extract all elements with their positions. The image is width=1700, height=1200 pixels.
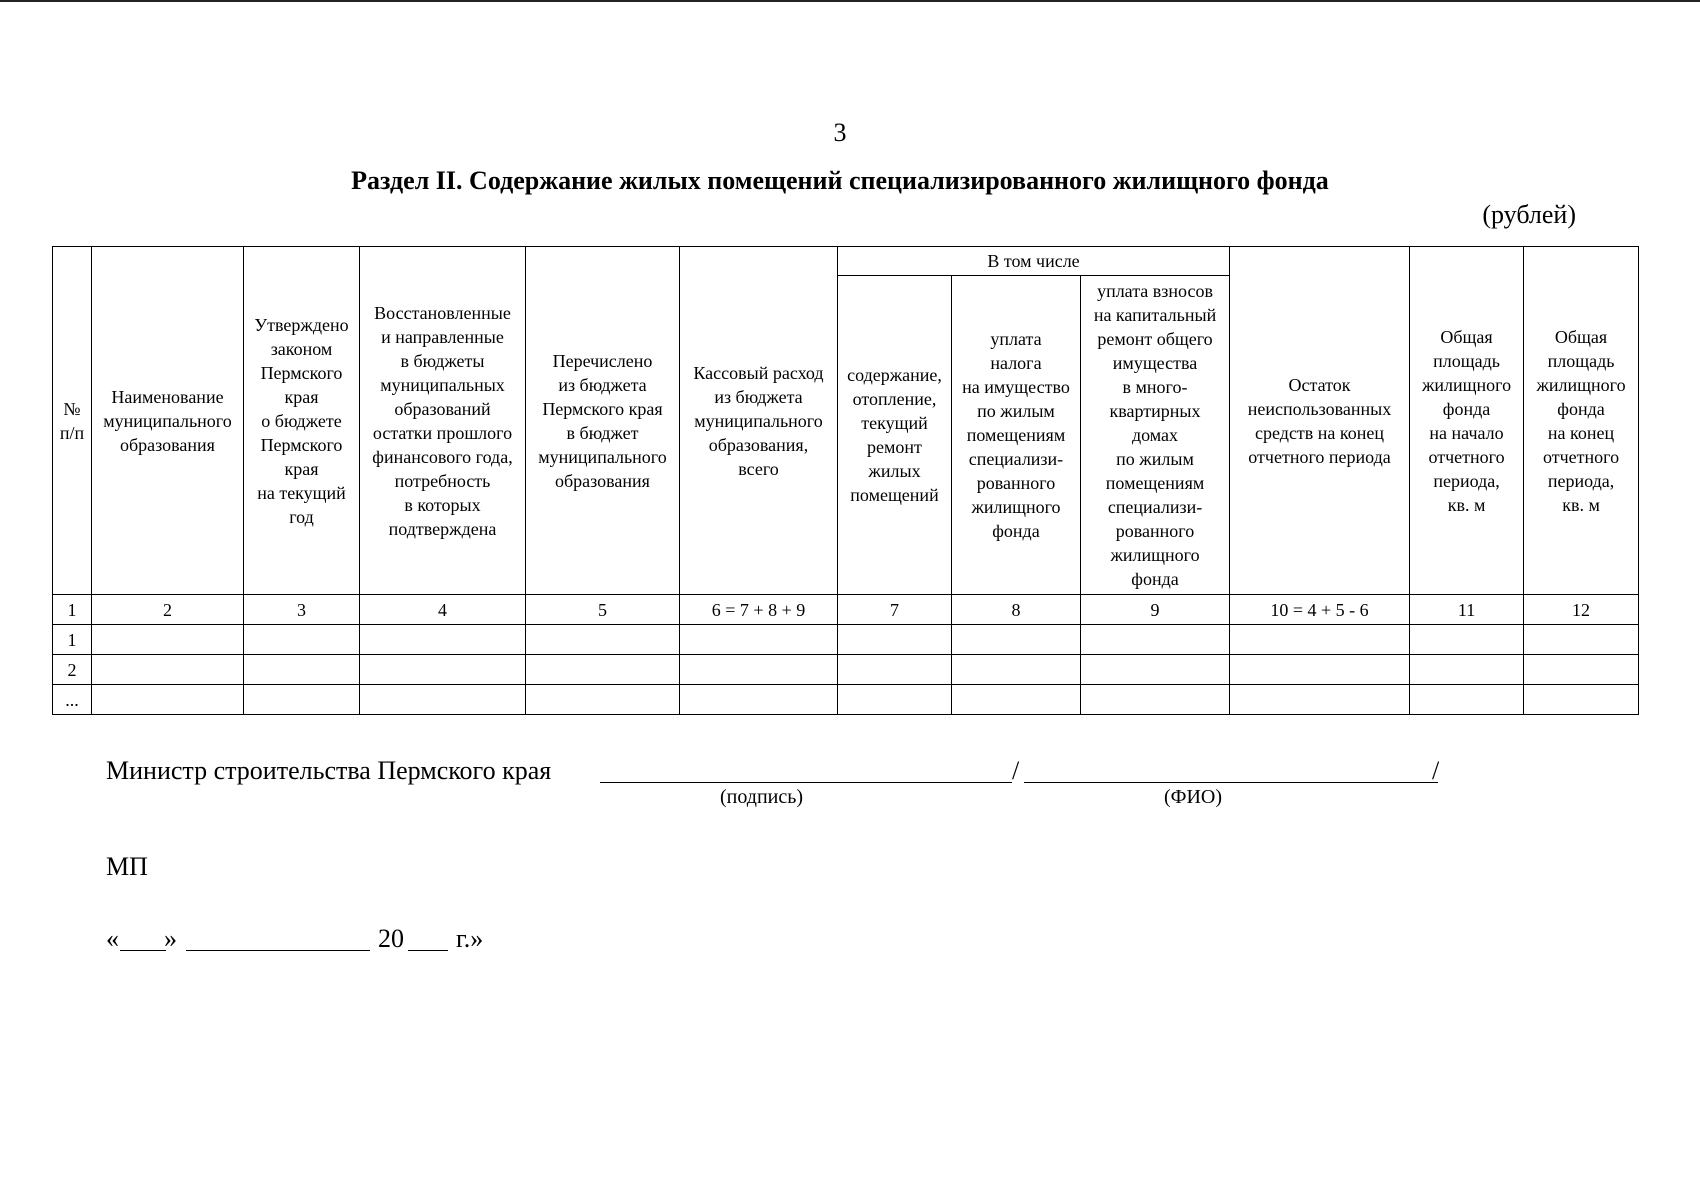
table-cell[interactable]: [1230, 655, 1410, 685]
table-cell[interactable]: [1230, 625, 1410, 655]
table-cell[interactable]: [838, 625, 952, 655]
column-number: 1: [53, 595, 92, 625]
signature-hint: (подпись): [720, 786, 804, 808]
row-number: 2: [53, 655, 92, 685]
table-cell[interactable]: [92, 685, 244, 715]
table-cell[interactable]: [680, 655, 838, 685]
header-col-4: Восстановленные и направленные в бюджеты муниципальных образований остатки прошлого финансового года, потребность в которых подтверждена: [360, 247, 526, 595]
table-cell[interactable]: [92, 655, 244, 685]
header-group-including: В том числе: [838, 247, 1230, 276]
column-number: 12: [1524, 595, 1639, 625]
section-title: Раздел II. Содержание жилых помещений специализированного жилищного фонда: [351, 166, 1329, 195]
year-suffix: г.»: [456, 924, 484, 953]
row-number: ...: [53, 685, 92, 715]
table-cell[interactable]: [952, 625, 1081, 655]
table-cell[interactable]: [1081, 625, 1230, 655]
header-col-11: Общая площадь жилищного фонда на начало отчетного периода, кв. м: [1410, 247, 1524, 595]
name-slash: /: [1432, 756, 1440, 785]
table-cell[interactable]: [680, 625, 838, 655]
header-col-1: № п/п: [53, 247, 92, 595]
table-cell[interactable]: [1524, 625, 1639, 655]
table-cell[interactable]: [1410, 625, 1524, 655]
unit-note: (рублей): [1482, 200, 1576, 229]
table-cell[interactable]: [526, 655, 680, 685]
signature-blank[interactable]: [600, 756, 1012, 783]
row-number: 1: [53, 625, 92, 655]
column-number: 8: [952, 595, 1081, 625]
table-row: [53, 655, 1639, 685]
page-top-edge: [0, 0, 1700, 2]
report-table: [52, 246, 1639, 715]
column-number: 10 = 4 + 5 - 6: [1230, 595, 1410, 625]
table-cell[interactable]: [1230, 685, 1410, 715]
seal-mark: МП: [106, 852, 148, 881]
signature-label: Министр строительства Пермского края: [106, 756, 552, 785]
date-open-quote: «: [106, 924, 119, 953]
column-number: 3: [244, 595, 360, 625]
table-cell[interactable]: [360, 625, 526, 655]
table-cell[interactable]: [526, 625, 680, 655]
table-row: [53, 685, 1639, 715]
header-col-10: Остаток неиспользованных средств на конец отчетного периода: [1230, 247, 1410, 595]
table-cell[interactable]: [244, 655, 360, 685]
signature-slash: /: [1012, 756, 1020, 785]
table-cell[interactable]: [1081, 655, 1230, 685]
date-line: [106, 924, 706, 958]
table-cell[interactable]: [952, 685, 1081, 715]
column-number: 5: [526, 595, 680, 625]
column-number: 7: [838, 595, 952, 625]
header-col-6: Кассовый расход из бюджета муниципального образования, всего: [680, 247, 838, 595]
table-cell[interactable]: [526, 685, 680, 715]
name-blank[interactable]: [1024, 756, 1438, 783]
column-number: 9: [1081, 595, 1230, 625]
date-close-quote: »: [164, 924, 177, 953]
column-number: 2: [92, 595, 244, 625]
year-blank[interactable]: [408, 924, 448, 951]
table-cell[interactable]: [244, 685, 360, 715]
table-cell[interactable]: [92, 625, 244, 655]
table-cell[interactable]: [952, 655, 1081, 685]
header-col-5: Перечислено из бюджета Пермского края в бюджет муниципального образования: [526, 247, 680, 595]
header-col-9: уплата взносов на капитальный ремонт общего имущества в много- квартирных домах по жилым помещениям специализи- рованного жилищного фонда: [1081, 276, 1230, 595]
table-cell[interactable]: [1410, 685, 1524, 715]
header-col-8: уплата налога на имущество по жилым помещениям специализи- рованного жилищного фонда: [952, 276, 1081, 595]
table-cell[interactable]: [360, 655, 526, 685]
table-cell[interactable]: [244, 625, 360, 655]
year-prefix: 20: [378, 924, 404, 953]
name-hint: (ФИО): [1164, 786, 1223, 808]
column-number: 4: [360, 595, 526, 625]
header-col-12: Общая площадь жилищного фонда на конец отчетного периода, кв. м: [1524, 247, 1639, 595]
day-blank[interactable]: [120, 924, 166, 951]
header-row: [53, 247, 1639, 276]
table-cell[interactable]: [1410, 655, 1524, 685]
column-number: 6 = 7 + 8 + 9: [680, 595, 838, 625]
table-cell[interactable]: [838, 655, 952, 685]
table-row: [53, 625, 1639, 655]
header-col-3: Утверждено законом Пермского края о бюджете Пермского края на текущий год: [244, 247, 360, 595]
column-number-row: [53, 595, 1639, 625]
table-cell[interactable]: [1524, 685, 1639, 715]
table-cell[interactable]: [838, 685, 952, 715]
table-cell[interactable]: [1524, 655, 1639, 685]
table-cell[interactable]: [680, 685, 838, 715]
header-col-2: Наименование муниципального образования: [92, 247, 244, 595]
page-number: 3: [833, 118, 847, 147]
month-blank[interactable]: [186, 924, 370, 951]
table-cell[interactable]: [1081, 685, 1230, 715]
header-col-7: содержание, отопление, текущий ремонт жилых помещений: [838, 276, 952, 595]
table-cell[interactable]: [360, 685, 526, 715]
column-number: 11: [1410, 595, 1524, 625]
